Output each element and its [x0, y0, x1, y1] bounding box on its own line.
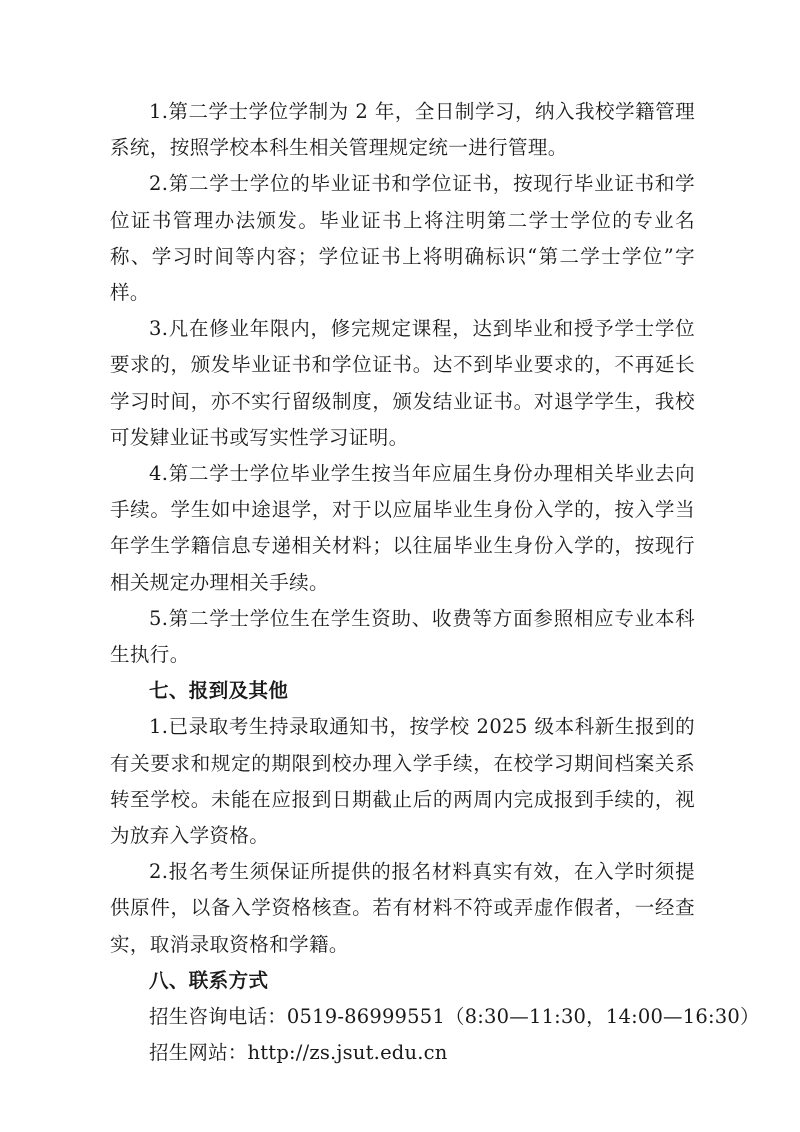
section6-item-1: 1.第二学士学位学制为 2 年，全日制学习，纳入我校学籍管理系统，按照学校本科生相关管理规定统一进行管理。: [110, 100, 695, 160]
contact-website-line: [110, 1035, 695, 1071]
phone-label: 招生咨询电话：: [149, 1005, 287, 1029]
section7-item-2: 2.报名考生须保证所提供的报名材料真实有效，在入学时须提供原件，以备入学资格核查。若有材料不符或弄虚作假者，一经查实，取消录取资格和学籍。: [110, 860, 695, 956]
section7-heading: 七、报到及其他: [149, 679, 289, 703]
section8-heading: 八、联系方式: [149, 968, 269, 992]
section7-item-1: 1.已录取考生持录取通知书，按学校 2025 级本科新生报到的有关要求和规定的期限到校办理入学手续，在校学习期间档案关系转至学校。未能在应报到日期截止后的两周内完成报到手续的，视为放弃入学资格。: [110, 715, 695, 848]
website-link[interactable]: http://zs.jsut.edu.cn: [247, 1041, 448, 1065]
contact-phone-line: [110, 999, 760, 1035]
section6-item-2: 2.第二学士学位的毕业证书和学位证书，按现行毕业证书和学位证书管理办法颁发。毕业证书上将注明第二学士学位的专业名称、学习时间等内容；学位证书上将明确标识“第二学士学位”字样。: [110, 172, 695, 305]
section6-item-5: 5.第二学士学位生在学生资助、收费等方面参照相应专业本科生执行。: [110, 606, 695, 667]
section6-item-4: 4.第二学士学位毕业学生按当年应届生身份办理相关毕业去向手续。学生如中途退学，对于以应届毕业生身份入学的，按入学当年学生学籍信息专递相关材料；以往届毕业生身份入学的，按现行相关规定办理相关手续。: [110, 462, 695, 594]
document-page: [110, 94, 760, 1071]
website-label: 招生网站：: [149, 1041, 248, 1065]
phone-value: 0519-86999551（8:30—11:30，14:00—16:30）: [286, 1005, 760, 1029]
section6-item-3: 3.凡在修业年限内，修完规定课程，达到毕业和授予学士学位要求的，颁发毕业证书和学位证书。达不到毕业要求的，不再延长学习时间，亦不实行留级制度，颁发结业证书。对退学学生，我校可发肄业证书或写实性学习证明。: [110, 317, 695, 449]
